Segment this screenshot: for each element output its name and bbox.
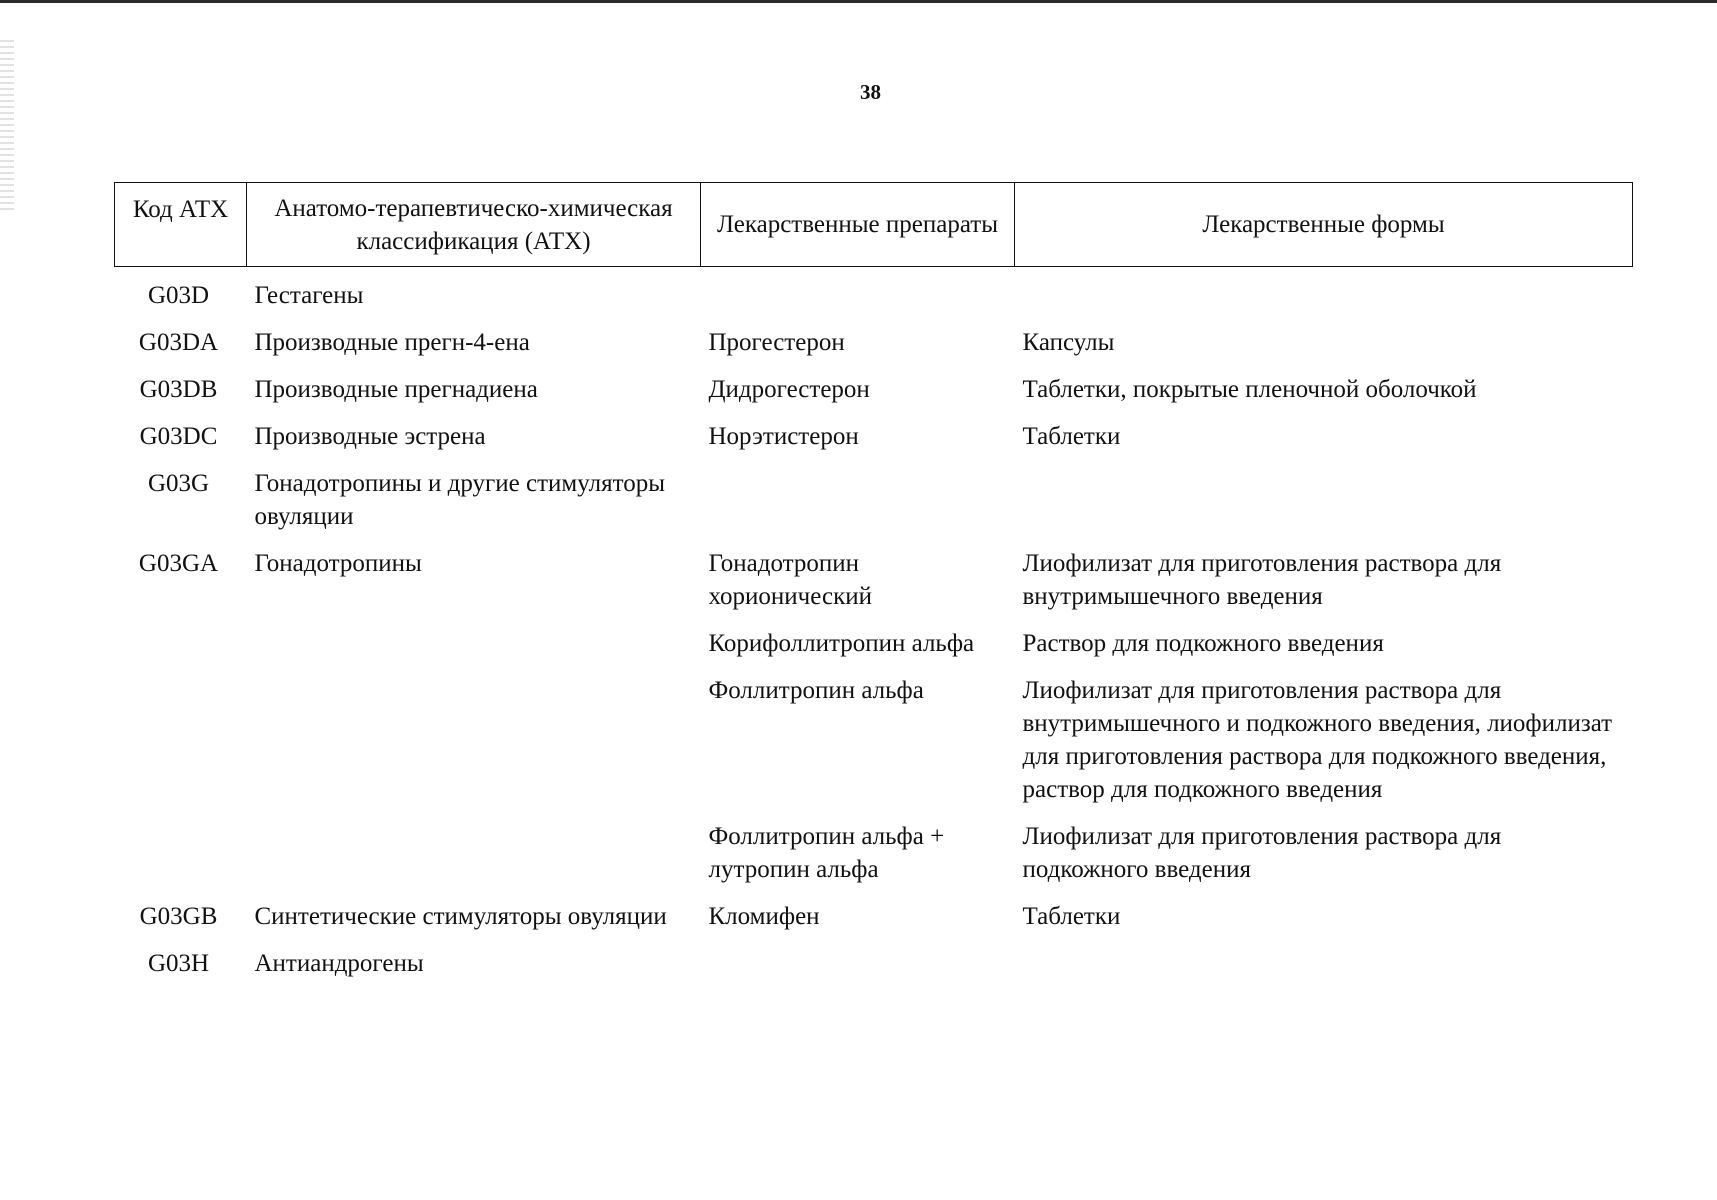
- drug-name: Фоллитропин альфа + лутропин альфа: [708, 823, 945, 883]
- atc-code: G03GA: [138, 550, 219, 577]
- dosage-form: [1015, 461, 1633, 541]
- header-classification: Анатомо-терапевтическо-химическая классификация (АТХ): [247, 183, 701, 267]
- table-header: [115, 183, 1633, 267]
- dosage-form: Раствор для подкожного введения: [1022, 630, 1384, 657]
- table-row: [115, 941, 1633, 988]
- drug-name: Фоллитропин альфа: [708, 677, 924, 704]
- dosage-form: [1015, 267, 1633, 321]
- atc-code: [115, 621, 247, 668]
- atc-code: [115, 814, 247, 894]
- atc-code: G03DA: [138, 329, 219, 356]
- dosage-form: Таблетки: [1022, 903, 1121, 930]
- dosage-form: Таблетки: [1022, 423, 1121, 450]
- header-row: [115, 183, 1633, 267]
- drug-name: [701, 267, 1015, 321]
- atc-code: G03H: [147, 950, 210, 977]
- atc-code: G03GB: [139, 903, 218, 930]
- table-body: [115, 267, 1633, 989]
- dosage-form: Лиофилизат для приготовления раствора для внутримышечного введения: [1022, 550, 1502, 610]
- atc-classification: Гестагены: [254, 282, 364, 309]
- drug-name: Кломифен: [708, 903, 820, 930]
- atc-classification: Гонадотропины: [254, 550, 422, 577]
- drug-name: Корифоллитропин альфа: [708, 630, 975, 657]
- dosage-form: Лиофилизат для приготовления раствора для внутримышечного и подкожного введения, лиофилизат для приготовления раствора для подкожного введения, раствор для подкожного введения: [1022, 677, 1613, 803]
- atc-classification: Производные прегнадиена: [254, 376, 538, 403]
- atc-classification: Синтетические стимуляторы овуляции: [254, 903, 667, 930]
- atc-classification: [247, 621, 701, 668]
- atc-code: G03DC: [139, 423, 218, 450]
- scan-edge-artifact: [0, 40, 14, 210]
- header-drugs: Лекарственные препараты: [701, 183, 1015, 267]
- table-row: [115, 267, 1633, 321]
- table-row: [115, 894, 1633, 941]
- page-number: 38: [860, 80, 881, 104]
- drug-name: Норэтистерон: [708, 423, 859, 450]
- atc-classification: Производные эстрена: [254, 423, 486, 450]
- table-row: [115, 668, 1633, 814]
- table-row: [115, 461, 1633, 541]
- top-rule: [0, 0, 1717, 3]
- atc-code: [115, 668, 247, 814]
- atc-code: G03D: [147, 282, 210, 309]
- drug-name: [701, 461, 1015, 541]
- dosage-form: Лиофилизат для приготовления раствора для подкожного введения: [1022, 823, 1502, 883]
- drug-name: [701, 941, 1015, 988]
- drug-name: Гонадотропин хорионический: [708, 550, 872, 610]
- dosage-form: Капсулы: [1022, 329, 1115, 356]
- atc-classification: Гонадотропины и другие стимуляторы овуляции: [254, 470, 666, 530]
- atc-classification: [247, 668, 701, 814]
- table-row: [115, 541, 1633, 621]
- drug-name: Дидрогестерон: [708, 376, 870, 403]
- dosage-form: Таблетки, покрытые пленочной оболочкой: [1022, 376, 1477, 403]
- table-row: [115, 320, 1633, 367]
- atc-code: G03G: [147, 470, 210, 497]
- drug-name: Прогестерон: [708, 329, 845, 356]
- atc-classification: [247, 814, 701, 894]
- atc-classification: Антиандрогены: [254, 950, 424, 977]
- atc-classification: Производные прегн-4-ена: [254, 329, 530, 356]
- atc-table: [114, 182, 1633, 988]
- header-code: Код АТХ: [115, 183, 247, 267]
- table-row: [115, 814, 1633, 894]
- atc-code: G03DB: [139, 376, 218, 403]
- dosage-form: [1015, 941, 1633, 988]
- table-row: [115, 367, 1633, 414]
- header-forms: Лекарственные формы: [1015, 183, 1633, 267]
- table-row: [115, 414, 1633, 461]
- table-row: [115, 621, 1633, 668]
